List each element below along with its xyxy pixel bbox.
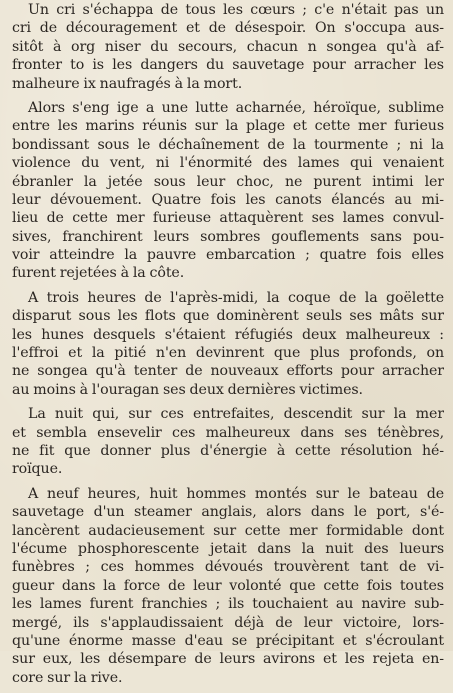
text-line: funèbres ; ces hommes dévoués trouvèrent tant de vi- bbox=[12, 559, 444, 576]
text-line: ébranler la jetée sous leur choc, ne purent intimi ler bbox=[12, 173, 444, 190]
text-line: A trois heures de l'après-midi, la coque de la goëlette bbox=[28, 289, 444, 306]
paragraph-2 bbox=[12, 99, 444, 283]
text-line: les lames furent franchies ; ils touchaient au navire sub- bbox=[12, 596, 444, 613]
text-line: gueur dans la force de leur volonté que cette fois toutes bbox=[12, 577, 444, 594]
text-line: ne fit que donner plus d'énergie à cette résolution hé- bbox=[12, 442, 444, 459]
text-line: au moins à l'ouragan ses deux dernières victimes. bbox=[12, 381, 363, 398]
text-line: disparut sous les flots que dominèrent seuls ses mâts sur bbox=[12, 308, 444, 325]
paragraph-5 bbox=[12, 485, 444, 687]
text-line: lancèrent audacieusement sur cette mer formidable dont bbox=[12, 522, 444, 539]
text-line: roïque. bbox=[12, 461, 63, 478]
text-line: et sembla ensevelir ces malheureux dans ses ténèbres, bbox=[12, 424, 444, 441]
paragraph-3 bbox=[12, 289, 444, 399]
text-line: fronter to is les dangers du sauvetage pour arracher les bbox=[12, 57, 444, 74]
text-line: cri de découragement et de désespoir. On s'occupa aus- bbox=[12, 20, 444, 37]
text-line: La nuit qui, sur ces entrefaites, descendit sur la mer bbox=[28, 406, 444, 423]
text-line: Un cri s'échappa de tous les cœurs ; c'e n'était pas un bbox=[28, 2, 444, 18]
text-line: malheure ix naufragés à la mort. bbox=[12, 75, 243, 92]
text-line: furent rejetées à la côte. bbox=[12, 265, 185, 282]
paragraph-1 bbox=[12, 1, 444, 93]
paragraph-4 bbox=[12, 405, 444, 479]
text-line: ne songea qu'à tenter de nouveaux efforts pour arracher bbox=[12, 363, 444, 380]
article-text bbox=[12, 1, 444, 693]
text-line: qu'une énorme masse d'eau se précipitant et s'écroulant bbox=[12, 632, 444, 649]
text-line: l'écume phosphorescente jetait dans la nuit des lueurs bbox=[12, 540, 444, 557]
text-line: sives, franchirent leurs sombres gouflements sans pou- bbox=[12, 228, 444, 245]
text-line: entre les marins réunis sur la plage et cette mer furieus bbox=[12, 118, 444, 135]
text-line: sauvetage d'un steamer anglais, alors dans le port, s'é- bbox=[12, 504, 444, 521]
text-line: sitôt à org niser du secours, chacun n songea qu'à af- bbox=[12, 38, 444, 55]
text-line: les hunes desquels s'étaient réfugiés deux malheureux : bbox=[12, 326, 444, 343]
text-line: sur eux, les désempare de leurs avirons et les rejeta en- bbox=[12, 651, 444, 668]
text-line: violence du vent, ni l'énormité des lames qui venaient bbox=[12, 155, 444, 172]
text-line: A neuf heures, huit hommes montés sur le bateau de bbox=[28, 485, 444, 502]
text-line: leur dévouement. Quatre fois les canots élancés au mi- bbox=[12, 191, 444, 208]
text-line: bondissant sous le déchaînement de la tourmente ; ni la bbox=[12, 136, 444, 153]
text-line: core sur la rive. bbox=[12, 669, 123, 686]
text-line: mergé, ils s'applaudissaient déjà de leur victoire, lors- bbox=[12, 614, 444, 631]
text-line: voir atteindre la pauvre embarcation ; quatre fois elles bbox=[12, 247, 444, 264]
text-line: l'effroi et la pitié n'en devinrent que plus profonds, on bbox=[12, 345, 444, 362]
text-line: lieu de cette mer furieuse attaquèrent ses lames convul- bbox=[12, 210, 444, 227]
text-line: Alors s'eng ige a une lutte acharnée, héroïque, sublime bbox=[28, 99, 444, 116]
